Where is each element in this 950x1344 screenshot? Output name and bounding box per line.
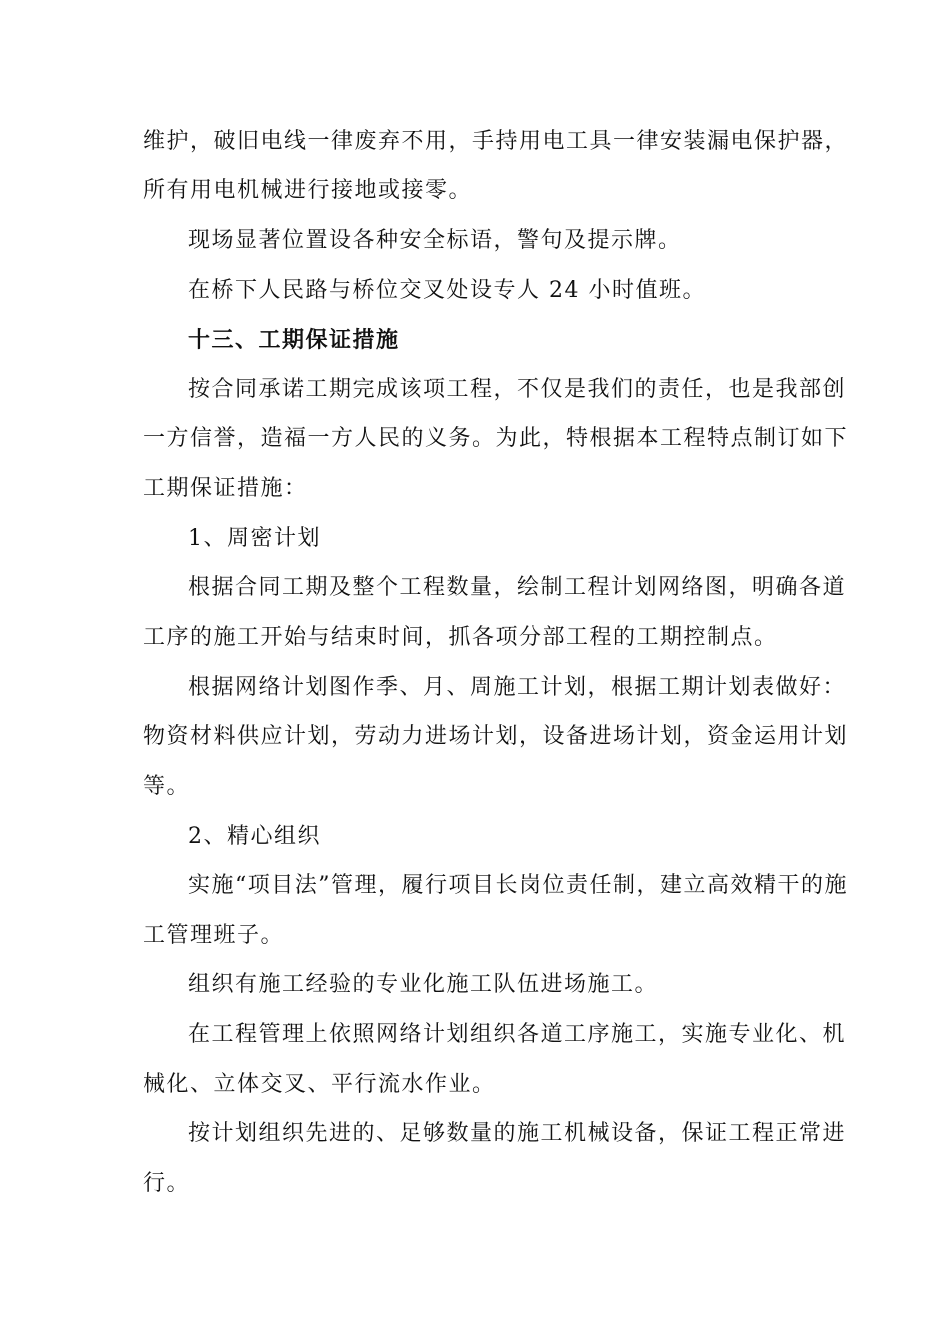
paragraph-line: 工管理班子。: [143, 923, 285, 948]
paragraph-line: 物资材料供应计划，劳动力进场计划，设备进场计划，资金运用计划: [143, 724, 849, 749]
paragraph-line: 组织有施工经验的专业化施工队伍进场施工。: [188, 972, 659, 997]
paragraph-line: 维护，破旧电线一律废弃不用，手持用电工具一律安装漏电保护器，: [143, 129, 849, 154]
paragraph-line: 在工程管理上依照网络计划组织各道工序施工，实施专业化、机: [188, 1022, 847, 1047]
paragraph-line: 所有用电机械进行接地或接零。: [143, 178, 473, 203]
section-heading: 十三、工期保证措施: [188, 327, 400, 353]
paragraph-line: 等。: [143, 774, 191, 799]
paragraph-line: 现场显著位置设各种安全标语，警句及提示牌。: [188, 228, 682, 253]
paragraph-line: 根据合同工期及整个工程数量，绘制工程计划网络图，明确各道: [188, 575, 847, 600]
paragraph-line: 工期保证措施：: [143, 476, 308, 501]
paragraph-line: 在桥下人民路与桥位交叉处设专人 24 小时值班。: [188, 278, 706, 303]
paragraph-line: 按计划组织先进的、足够数量的施工机械设备，保证工程正常进: [188, 1121, 847, 1146]
paragraph-line: 根据网络计划图作季、月、周施工计划，根据工期计划表做好：: [188, 675, 847, 700]
paragraph-line: 实施“项目法”管理，履行项目长岗位责任制，建立高效精干的施: [188, 873, 848, 898]
paragraph-line: 工序的施工开始与结束时间，抓各项分部工程的工期控制点。: [143, 625, 778, 650]
subsection-heading: 2、精心组织: [188, 824, 321, 849]
paragraph-line: 械化、立体交叉、平行流水作业。: [143, 1072, 496, 1097]
paragraph-line: 一方信誉，造福一方人民的义务。为此，特根据本工程特点制订如下: [143, 426, 849, 451]
subsection-heading: 1、周密计划: [188, 526, 321, 551]
paragraph-line: 行。: [143, 1171, 191, 1196]
paragraph-line: 按合同承诺工期完成该项工程，不仅是我们的责任，也是我部创: [188, 377, 847, 402]
